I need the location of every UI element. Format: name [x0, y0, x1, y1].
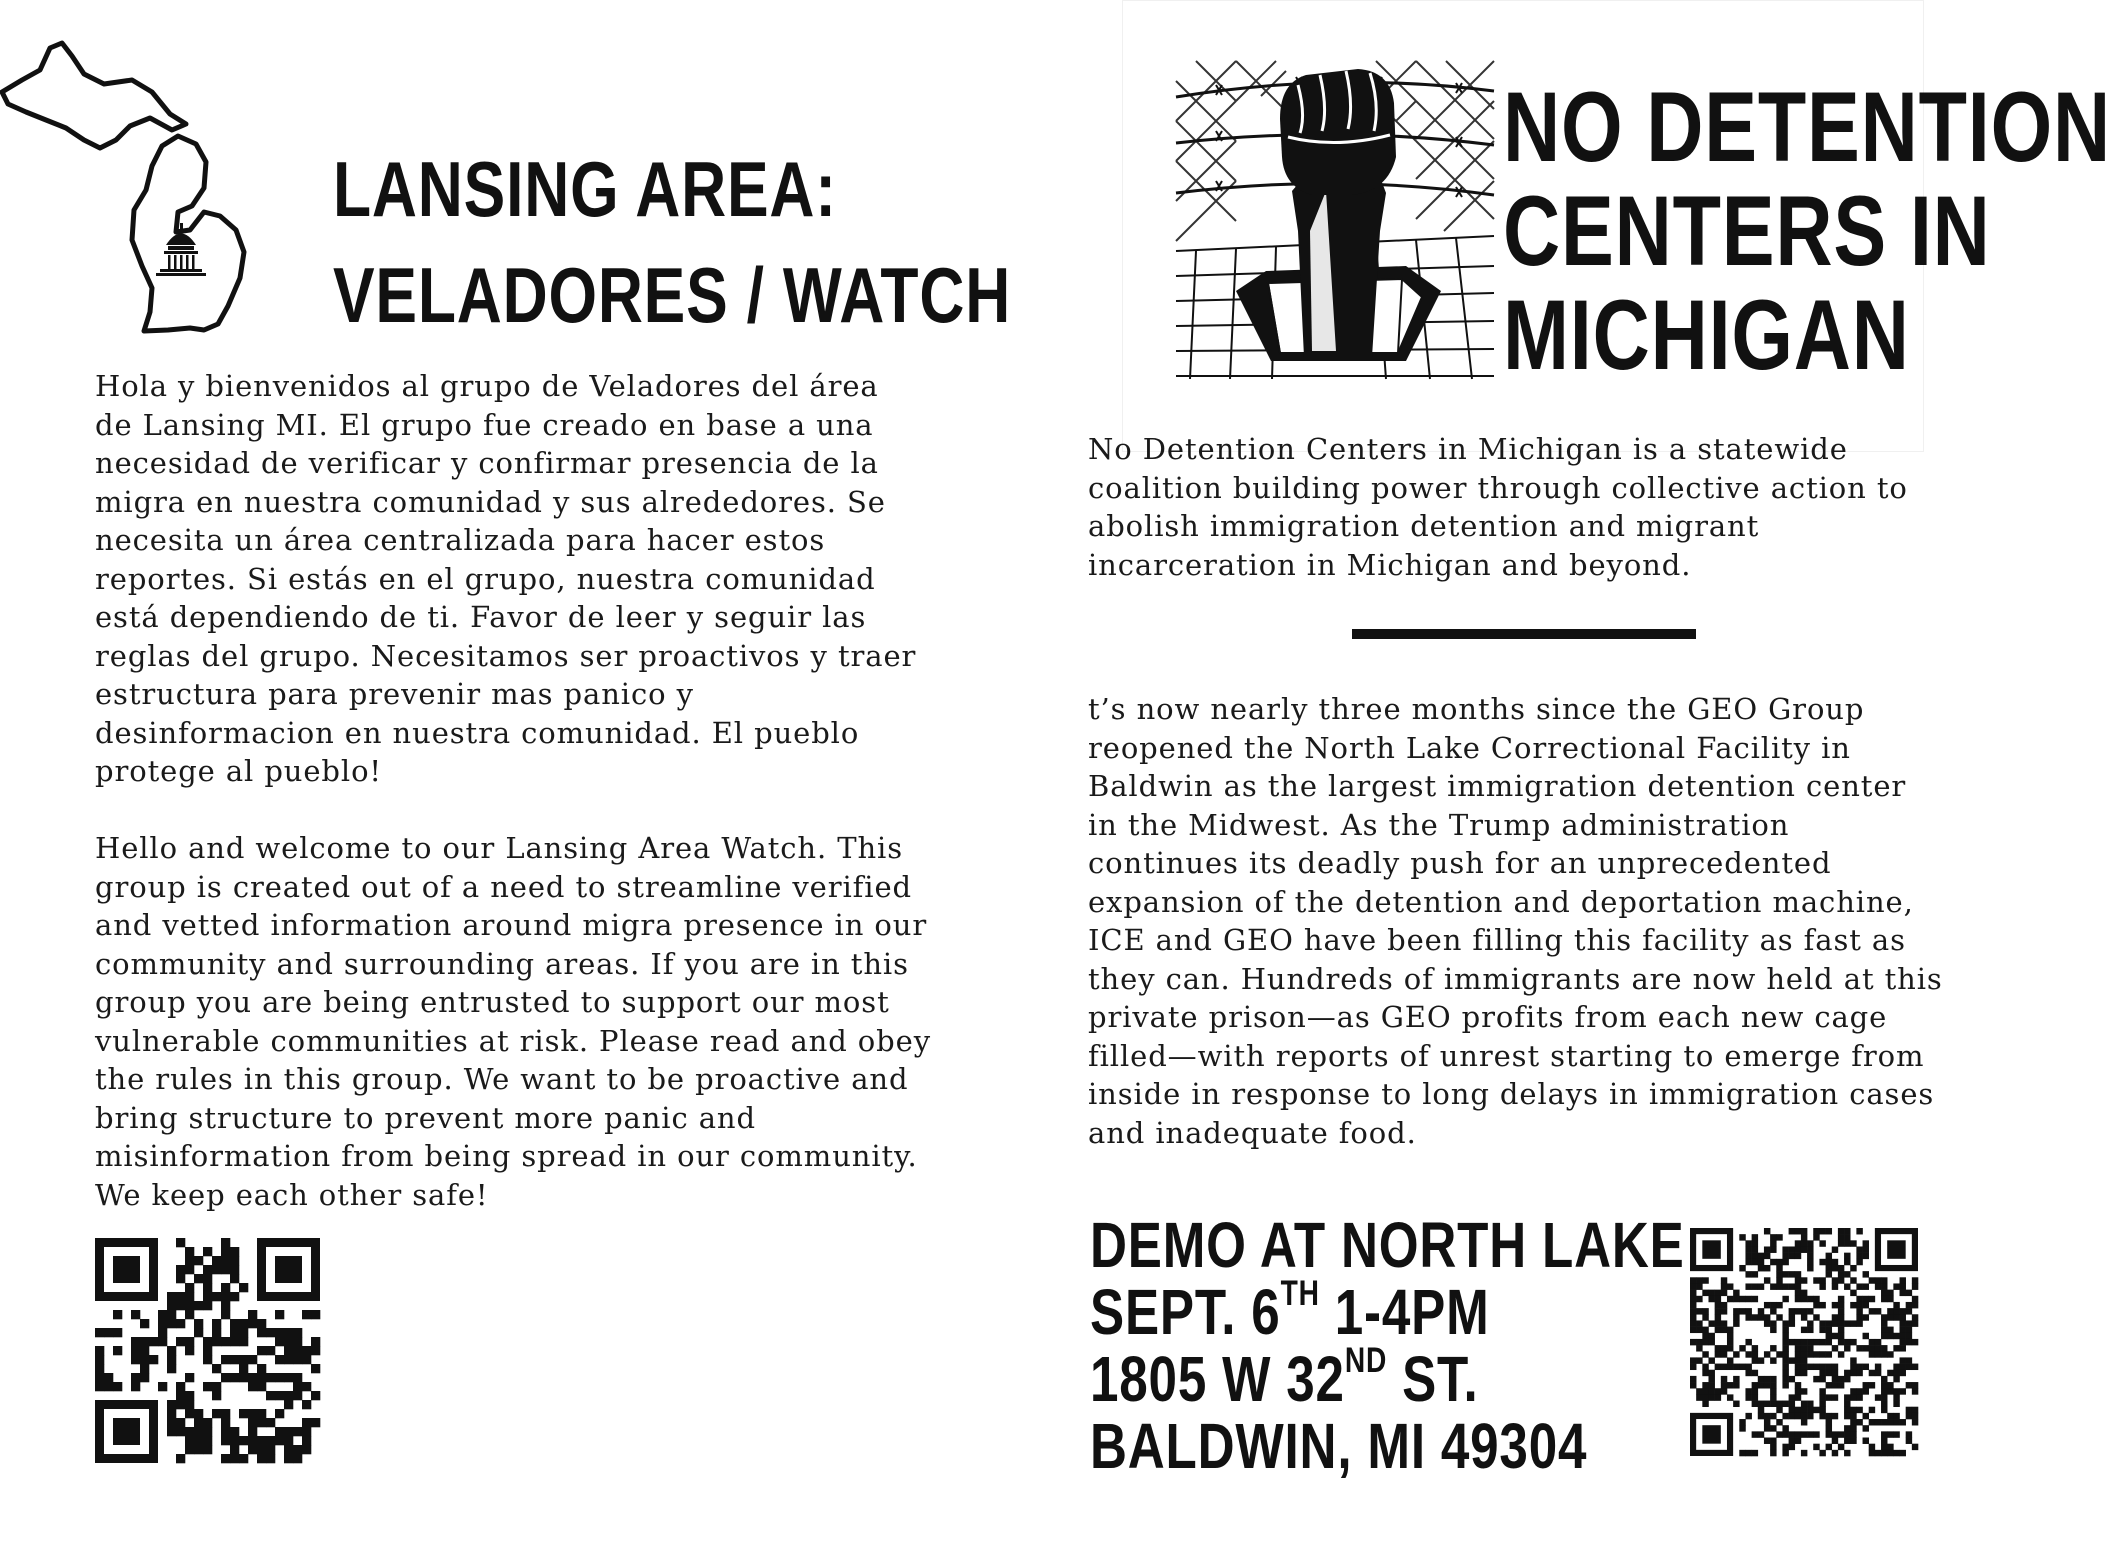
michigan-map-capitol-icon: [0, 40, 310, 340]
text-line: Baldwin as the largest immigration detention center: [1088, 769, 1907, 803]
demo-street-end: ST.: [1387, 1343, 1479, 1415]
spanish-paragraph: [95, 367, 916, 791]
text-line: reglas del grupo. Necesitamos ser proactivos y traer: [95, 638, 917, 673]
demo-date: SEPT. 6: [1090, 1276, 1281, 1348]
text-line: community and surrounding areas. If you are in this: [95, 946, 909, 981]
text-line: private prison—as GEO profits from each new cage: [1088, 1000, 1888, 1034]
left-column: [0, 0, 1012, 1545]
right-column: [1000, 0, 2111, 1545]
logo-line-2: CENTERS IN: [1503, 175, 1991, 286]
demo-time: 1-4PM: [1319, 1276, 1490, 1348]
text-line: estructura para prevenir mas panico y: [95, 677, 694, 711]
text-line: está dependiendo de ti. Favor de leer y seguir las: [95, 600, 867, 634]
text-line: the rules in this group. We want to be proactive and: [95, 1062, 909, 1096]
text-line: and vetted information around migra presence in our: [95, 908, 928, 942]
text-line: they can. Hundreds of immigrants are now held at this: [1088, 961, 1943, 996]
text-line: abolish immigration detention and migrant: [1088, 509, 1760, 543]
logo-line-1: NO DETENTION: [1503, 71, 2111, 182]
article-paragraph: [1088, 690, 1943, 1152]
section-divider: [1352, 629, 1696, 639]
text-line: coalition building power through collective action to: [1088, 470, 1908, 505]
text-line: t’s now nearly three months since the GEO Group: [1088, 692, 1865, 726]
logo-line-3: MICHIGAN: [1503, 279, 1910, 390]
text-line: incarceration in Michigan and beyond.: [1088, 547, 1692, 582]
demo-line-2: [1090, 1273, 1685, 1348]
text-line: vulnerable communities at risk. Please read and obey: [95, 1023, 931, 1058]
text-line: necesidad de verificar y confirmar presencia de la: [95, 446, 879, 480]
text-line: migra en nuestra comunidad y sus alrededores. Se: [95, 484, 886, 519]
demo-street: 1805 W 32: [1090, 1343, 1345, 1415]
text-line: misinformation from being spread in our community.: [95, 1139, 918, 1173]
text-line: bring structure to prevent more panic and: [95, 1100, 756, 1135]
english-paragraph: [95, 829, 931, 1214]
text-line: ICE and GEO have been filling this facility as fast as: [1088, 923, 1906, 957]
street-suffix: ND: [1344, 1340, 1388, 1380]
qr-code-icon[interactable]: [1690, 1228, 1918, 1456]
text-line: filled—with reports of unrest starting to emerge from: [1088, 1038, 1925, 1073]
text-line: reopened the North Lake Correctional Facility in: [1088, 730, 1851, 765]
text-line: reportes. Si estás en el grupo, nuestra comunidad: [95, 561, 876, 596]
text-line: group you are being entrusted to support our most: [95, 985, 890, 1019]
page-title: [333, 136, 1011, 348]
coalition-intro: [1088, 430, 1908, 584]
demo-line-4: BALDWIN, MI 49304: [1090, 1410, 1588, 1482]
coalition-logo: [1122, 0, 2111, 452]
text-line: necesita un área centralizada para hacer estos: [95, 523, 826, 557]
text-line: inside in response to long delays in immigration cases: [1088, 1077, 1935, 1111]
demo-line-1: DEMO AT NORTH LAKE: [1090, 1209, 1685, 1281]
text-line: protege al pueblo!: [95, 754, 382, 788]
text-line: de Lansing MI. El grupo fue creado en base a una: [95, 407, 874, 442]
demo-line-3: [1090, 1340, 1685, 1415]
title-line-2: VELADORES / WATCH: [333, 251, 1012, 339]
date-suffix: TH: [1280, 1273, 1320, 1313]
text-line: in the Midwest. As the Trump administration: [1088, 807, 1790, 842]
text-line: group is created out of a need to streamline verified: [95, 869, 912, 904]
text-line: and inadequate food.: [1088, 1115, 1417, 1150]
raised-fist-barbed-wire-icon: [1176, 61, 1494, 381]
text-line: We keep each other safe!: [95, 1177, 489, 1212]
qr-code-icon[interactable]: [95, 1238, 320, 1463]
title-line-1: LANSING AREA:: [333, 145, 837, 233]
text-line: desinformacion en nuestra comunidad. El pueblo: [95, 715, 860, 750]
text-line: Hola y bienvenidos al grupo de Veladores del área: [95, 369, 879, 403]
text-line: No Detention Centers in Michigan is a statewide: [1088, 432, 1848, 466]
text-line: expansion of the detention and deportation machine,: [1088, 884, 1914, 919]
text-line: Hello and welcome to our Lansing Area Watch. This: [95, 831, 903, 865]
text-line: continues its deadly push for an unprecedented: [1088, 846, 1832, 880]
demo-announcement: [1090, 1209, 1685, 1482]
logo-wordmark: [1503, 71, 2111, 390]
